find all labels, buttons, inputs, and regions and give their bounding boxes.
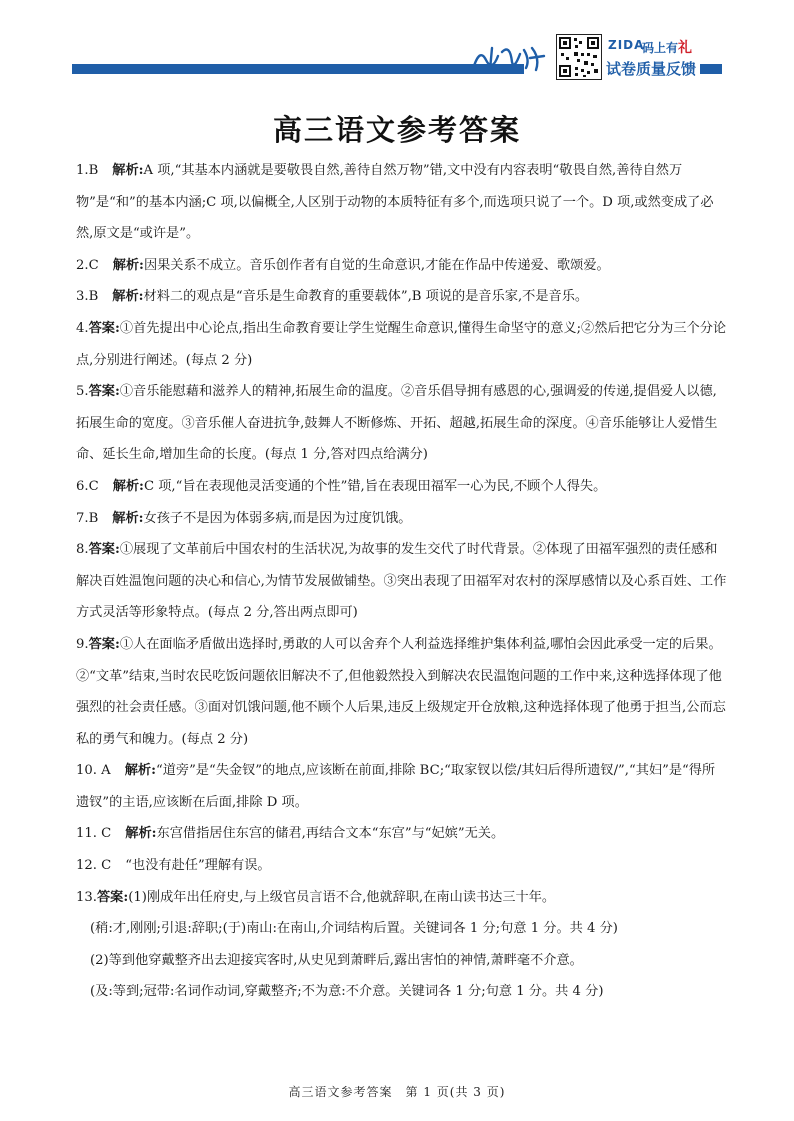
- item-text: ①音乐能慰藉和滋养人的精神,拓展生命的温度。②音乐倡导拥有感恩的心,强调爱的传递,提倡爱人以德,拓展生命的宽度。③音乐催人奋进抗争,鼓舞人不断修炼、开拓、超越,拓展生命的深度。④音乐能够让人爱惜生命、延长生命,增加生命的长度。(每点 1 分,答对四点给满分): [76, 384, 718, 463]
- item-number: 5.: [76, 384, 89, 400]
- item-number: 3.B: [76, 289, 99, 305]
- zida-logo: ZIDA: [608, 38, 645, 52]
- item-text: (1)刚成年出任府史,与上级官员言语不合,他就辞职,在南山读书达三十年。: [128, 889, 556, 905]
- answer-item-13: [76, 882, 728, 914]
- answer-item-10: [76, 755, 728, 818]
- answer-item-9: [76, 629, 728, 755]
- item-label: 答案:: [96, 889, 129, 905]
- item-label: 解析:: [112, 289, 144, 305]
- item-label: 解析:: [112, 163, 144, 178]
- item-text: “也没有赴任”理解有误。: [125, 858, 271, 874]
- answer-list: [76, 155, 728, 1008]
- item-text: “道旁”是“失金钗”的地点,应该断在前面,排除 BC;“取家钗以偿/其妇后得所遗钗/”,“其妇”是“得所遗钗”的主语,应该断在后面,排除 D 项。: [76, 763, 716, 810]
- item-label: 解析:: [112, 257, 144, 273]
- item-number: 1.B: [76, 163, 99, 178]
- item-number: 8.: [76, 542, 89, 558]
- item-text: ①人在面临矛盾做出选择时,勇敢的人可以舍弃个人利益选择维护集体利益,哪怕会因此承受一定的后果。②“文革”结束,当时农民吃饭问题依旧解决不了,但他毅然投入到解决农民温饱问题的工作中来,这种选择体现了他强烈的社会责任感。③面对饥饿问题,他不顾个人后果,违反上级规定开仓放粮,这种选择体现了他勇于担当,公而忘私的勇气和魄力。(每点 2 分): [76, 636, 726, 747]
- page-footer: 高三语文参考答案 第 1 页(共 3 页): [288, 1085, 506, 1099]
- item-label: 解析:: [112, 478, 144, 494]
- item-text: ①展现了文革前后中国农村的生活状况,为故事的发生交代了时代背景。②体现了田福军强烈的责任感和解决百姓温饱问题的决心和信心,为情节发展做铺垫。③突出表现了田福军对农村的深厚感情以及心系百姓、工作方式灵活等形象特点。(每点 2 分,答出两点即可): [76, 542, 727, 621]
- answer-item-2: [76, 250, 728, 282]
- item-number: 10. A: [76, 763, 111, 779]
- item-number: 11. C: [76, 826, 112, 842]
- answer-sub-line: (及:等到;冠带:名词作动词,穿戴整齐;不为意:不介意。关键词各 1 分;句意 1 分。共 4 分): [90, 984, 604, 1000]
- answer-item-4: [76, 313, 728, 376]
- item-label: 解析:: [112, 510, 144, 526]
- item-number: 6.C: [76, 478, 99, 494]
- answer-item-8: [76, 534, 728, 629]
- header-bar: [72, 64, 524, 74]
- item-label: 答案:: [88, 320, 120, 336]
- item-label: 解析:: [124, 763, 156, 779]
- gift-char: 礼: [678, 40, 693, 56]
- answer-item-11: [76, 818, 728, 850]
- item-text: 女孩子不是因为体弱多病,而是因为过度饥饿。: [143, 510, 412, 526]
- item-text: C 项,“旨在表现他灵活变通的个性”错,旨在表现田福军一心为民,不顾个人得失。: [143, 478, 607, 494]
- answer-item-7: [76, 503, 728, 535]
- item-number: 13.: [76, 889, 97, 905]
- page-header: [72, 34, 722, 84]
- qr-code[interactable]: [556, 34, 602, 80]
- gift-label: 码上有: [642, 41, 679, 55]
- item-label: 答案:: [88, 636, 120, 652]
- item-label: 解析:: [125, 826, 157, 842]
- answer-item-6: [76, 471, 728, 503]
- item-number: 2.C: [76, 257, 99, 273]
- answer-item-12: [76, 850, 728, 882]
- item-text: ①首先提出中心论点,指出生命教育要让学生觉醒生命意识,懂得生命坚守的意义;②然后把它分为三个分论点,分别进行阐述。(每点 2 分): [76, 320, 727, 368]
- item-text: 材料二的观点是“音乐是生命教育的重要载体”,B 项说的是音乐家,不是音乐。: [143, 289, 589, 305]
- answer-item-3: [76, 281, 728, 313]
- item-number: 7.B: [76, 510, 99, 526]
- page-title: 高三语文参考答案: [272, 113, 521, 147]
- item-number: 9.: [76, 636, 89, 652]
- answer-sub-line: (2)等到他穿戴整齐出去迎接宾客时,从史见到萧畔后,露出害怕的神情,萧畔毫不介意。: [90, 952, 583, 968]
- gift-text: [642, 37, 692, 57]
- feedback-text[interactable]: 试卷质量反馈: [606, 60, 697, 78]
- answer-item-1: [76, 155, 728, 250]
- item-text: 因果关系不成立。音乐创作者有自觉的生命意识,才能在作品中传递爱、歌颂爱。: [143, 257, 610, 273]
- item-text: 东宫借指居住东宫的储君,再结合文本“东宫”与“妃嫔”无关。: [156, 826, 505, 842]
- script-logo: [470, 40, 548, 76]
- item-label: 答案:: [88, 384, 120, 400]
- item-label: 答案:: [88, 542, 120, 558]
- header-bar-tail: [700, 64, 722, 74]
- answer-item-5: [76, 376, 728, 471]
- item-text: A 项,“其基本内涵就是要敬畏自然,善待自然万物”错,文中没有内容表明“敬畏自然,善待自然万物”是“和”的基本内涵;C 项,以偏概全,人区别于动物的本质特征有多个,而选项只说了一个。D 项,或然变成了必然,原文是“或许是”。: [76, 163, 714, 242]
- item-number: 12. C: [76, 858, 112, 874]
- answer-sub-line: (稍:才,刚刚;引退:辞职;(于)南山:在南山,介词结构后置。关键词各 1 分;句意 1 分。共 4 分): [90, 921, 618, 937]
- item-number: 4.: [76, 320, 89, 336]
